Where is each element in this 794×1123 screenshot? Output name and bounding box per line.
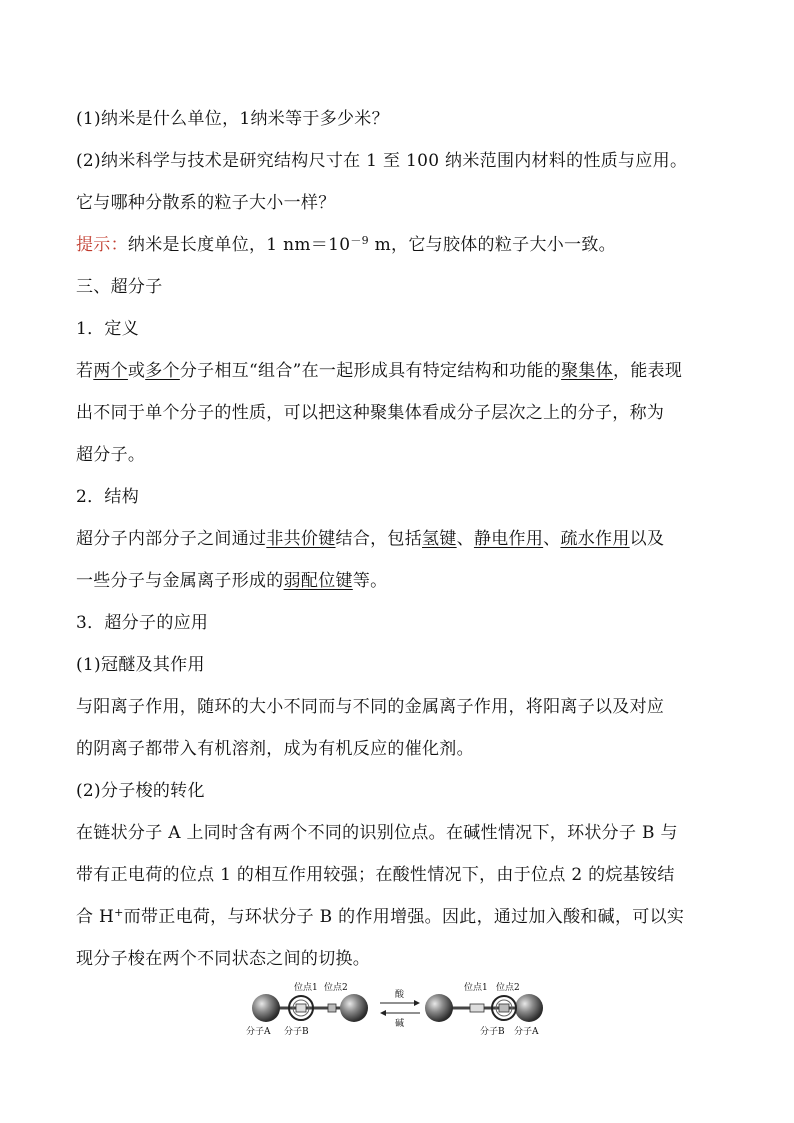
shuttle-line-1: 在链状分子 A 上同时含有两个不同的识别位点。在碱性情况下，环状分子 B 与: [76, 823, 678, 843]
underlined-term: 静电作用: [473, 529, 544, 549]
crown-ether-line-1: 与阳离子作用，随环的大小不同而与不同的金属离子作用，将阳离子以及对应: [76, 697, 665, 717]
right-mol-a-label: 分子A: [514, 1027, 539, 1037]
equilibrium-arrows: [380, 988, 420, 1029]
site-1-marker: [470, 1004, 484, 1012]
shuttle-title: (2)分子梭的转化: [76, 781, 205, 801]
text-span: 结合，包括: [335, 529, 423, 549]
text-span: 、: [543, 529, 561, 549]
superscript: +: [114, 906, 124, 919]
definition-line-2: 出不同于单个分子的性质，可以把这种聚集体看成分子层次之上的分子，称为: [76, 403, 665, 423]
definition-line-3: 超分子。: [76, 445, 146, 465]
structure-line-1: [76, 518, 726, 560]
text-span: 合 H: [76, 907, 115, 927]
question-2-line-1: (2)纳米科学与技术是研究结构尺寸在 1 至 100 纳米范围内材料的性质与应用。: [76, 151, 688, 171]
shuttle-line-4: 现分子梭在两个不同状态之间的切换。: [76, 949, 371, 969]
right-site2-label: 位点2: [496, 983, 520, 993]
acid-label: 酸: [395, 990, 405, 1000]
structure-line-2: [76, 560, 726, 602]
hint-label: 提示：: [76, 235, 128, 255]
shuttle-line-2: 带有正电荷的位点 1 的相互作用较强；在酸性情况下，由于位点 2 的烷基铵结: [76, 865, 675, 885]
text-span: 、: [456, 529, 474, 549]
shuttle-line-3: [76, 896, 726, 938]
underlined-term: 多个: [145, 361, 180, 381]
molecule-a-ball: [425, 994, 453, 1022]
shuttle-diagram: [244, 980, 549, 1040]
left-mol-b-label: 分子B: [284, 1027, 309, 1037]
text-span: 一些分子与金属离子形成的: [76, 571, 284, 591]
hint-line: [76, 224, 726, 266]
site-2-marker: [499, 1004, 509, 1012]
crown-ether-title: (1)冠醚及其作用: [76, 655, 205, 675]
left-state: [246, 981, 368, 1037]
underlined-term: 两个: [93, 361, 128, 381]
document-body: [76, 98, 726, 980]
hint-exponent: －9: [350, 234, 369, 247]
text-span: 超分子内部分子之间通过: [76, 529, 267, 549]
molecule-a-ball: [340, 994, 368, 1022]
text-span: 以及: [629, 529, 665, 549]
molecule-a-ball: [515, 994, 543, 1022]
structure-heading: 2．结构: [76, 487, 140, 507]
section-title: 三、超分子: [76, 277, 163, 297]
right-site1-label: 位点1: [464, 983, 488, 993]
underlined-term: 弱配位键: [283, 571, 353, 591]
question-1: (1)纳米是什么单位，1纳米等于多少米？: [76, 109, 389, 129]
text-span: 而带正电荷，与环状分子 B 的作用增强。因此，通过加入酸和碱，可以实: [123, 907, 685, 927]
hint-text-pre: 纳米是长度单位，1 nm＝10: [127, 235, 351, 255]
site-2-marker: [328, 1004, 336, 1012]
text-span: 若: [76, 361, 94, 381]
right-mol-b-label: 分子B: [480, 1027, 505, 1037]
hint-text-post: m，它与胶体的粒子大小一致。: [368, 235, 616, 255]
molecular-shuttle-figure: [244, 980, 549, 1040]
definition-line-1: [76, 350, 726, 392]
question-2-line-2: 它与哪种分散系的粒子大小一样？: [76, 193, 336, 213]
text-span: 分子相互“组合”在一起形成具有特定结构和功能的: [179, 361, 562, 381]
applications-heading: 3．超分子的应用: [76, 613, 209, 633]
definition-heading: 1．定义: [76, 319, 140, 339]
underlined-term: 非共价键: [266, 529, 336, 549]
text-span: ，能表现: [613, 361, 683, 381]
base-label: 碱: [395, 1019, 405, 1029]
underlined-term: 氢键: [422, 529, 457, 549]
left-mol-a-label: 分子A: [246, 1027, 271, 1037]
molecule-a-ball: [252, 994, 280, 1022]
text-span: 或: [127, 361, 146, 381]
underlined-term: 疏水作用: [560, 529, 630, 549]
left-site1-label: 位点1: [294, 983, 318, 993]
underlined-term: 聚集体: [561, 361, 614, 381]
crown-ether-line-2: 的阴离子都带入有机溶剂，成为有机反应的催化剂。: [76, 739, 474, 759]
text-span: 等。: [352, 571, 388, 591]
site-1-marker: [296, 1004, 306, 1012]
right-state: [425, 981, 543, 1037]
left-site2-label: 位点2: [324, 983, 348, 993]
